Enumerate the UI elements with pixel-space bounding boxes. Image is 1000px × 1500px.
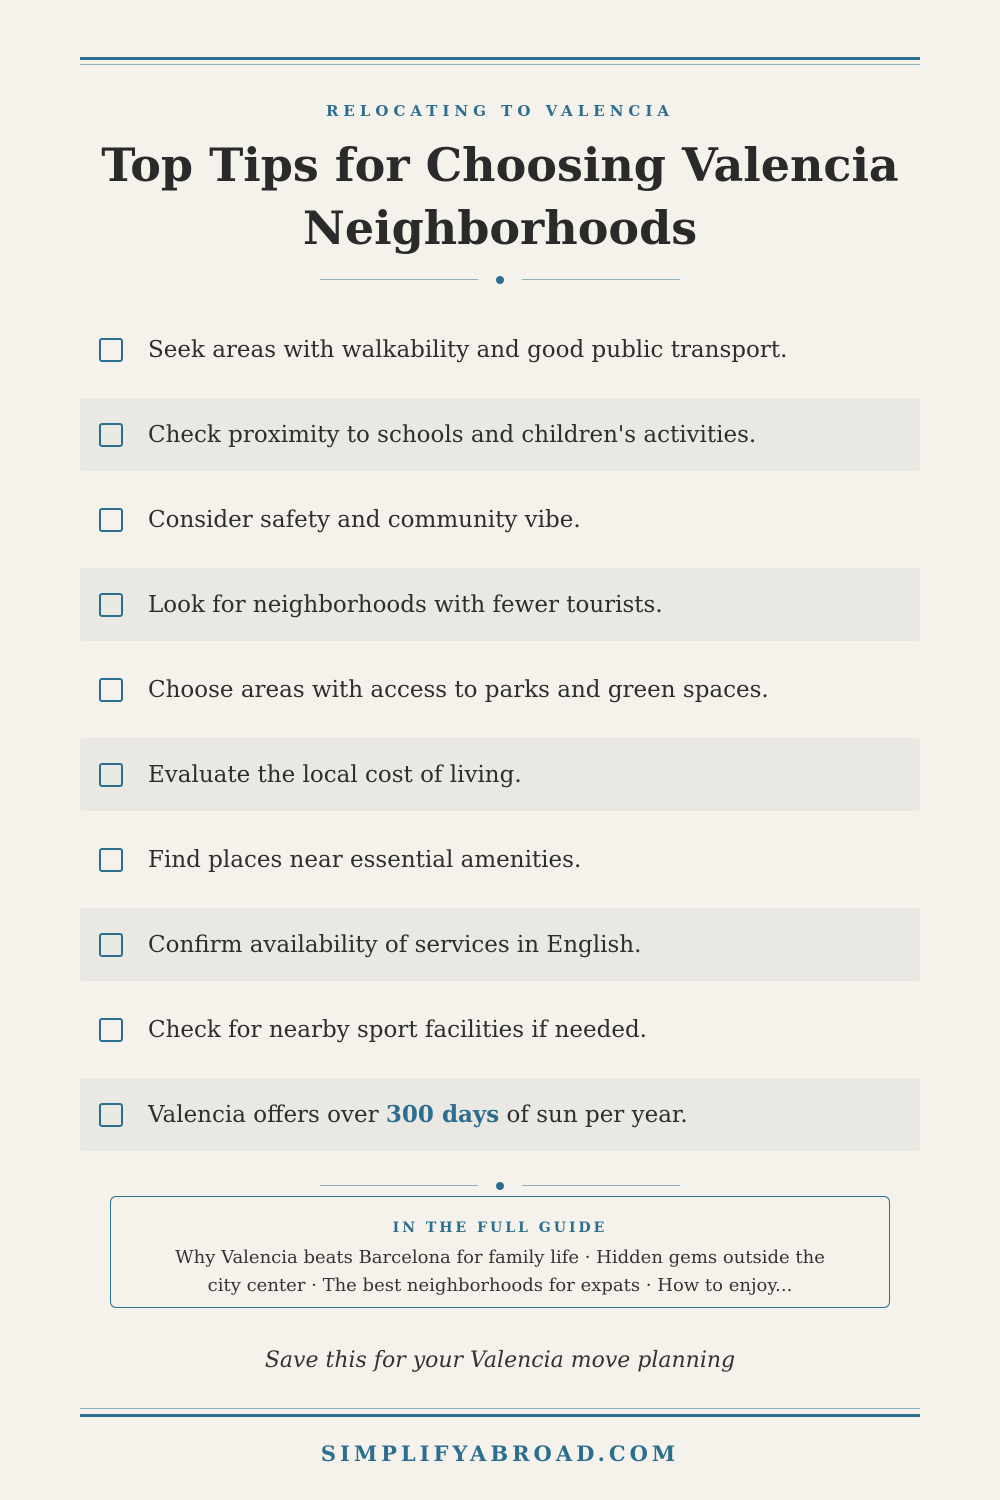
divider-line-right bbox=[522, 279, 680, 280]
site-url: SIMPLIFYABROAD.COM bbox=[320, 1441, 680, 1466]
tip-text: Look for neighborhoods with fewer tourists. bbox=[148, 591, 663, 618]
tip-item bbox=[80, 823, 920, 896]
checkbox-icon[interactable] bbox=[99, 1103, 123, 1127]
divider-dot-icon bbox=[496, 1182, 504, 1190]
checkbox-icon[interactable] bbox=[99, 763, 123, 787]
checkbox-icon[interactable] bbox=[99, 508, 123, 532]
tip-item bbox=[80, 568, 920, 641]
divider-line-left bbox=[320, 279, 478, 280]
tip-item bbox=[80, 483, 920, 556]
tip-text-before: Valencia offers over bbox=[148, 1102, 386, 1128]
divider-dot-icon bbox=[496, 276, 504, 284]
divider-line-right bbox=[522, 1185, 680, 1186]
title-divider bbox=[320, 275, 680, 285]
guide-label: IN THE FULL GUIDE bbox=[392, 1220, 608, 1236]
kicker-label: RELOCATING TO VALENCIA bbox=[325, 102, 675, 120]
tip-text: Check for nearby sport facilities if needed. bbox=[148, 1016, 647, 1043]
tip-text: Consider safety and community vibe. bbox=[148, 506, 581, 533]
tip-text: Seek areas with walkability and good public transport. bbox=[148, 336, 788, 363]
checkbox-icon[interactable] bbox=[99, 848, 123, 872]
tip-text: Choose areas with access to parks and green spaces. bbox=[148, 676, 769, 703]
tip-item bbox=[80, 313, 920, 386]
tip-text bbox=[148, 1101, 688, 1128]
top-rule-thin bbox=[80, 64, 920, 65]
checkbox-icon[interactable] bbox=[99, 1018, 123, 1042]
tip-text: Find places near essential amenities. bbox=[148, 846, 582, 873]
tip-highlight: 300 days bbox=[385, 1101, 500, 1128]
tip-item bbox=[80, 738, 920, 811]
bottom-double-rule bbox=[80, 1408, 920, 1416]
tip-item bbox=[80, 1078, 920, 1151]
top-rule-thick bbox=[80, 57, 920, 60]
divider-line-left bbox=[320, 1185, 478, 1186]
tip-item bbox=[80, 653, 920, 726]
tip-text-after: of sun per year. bbox=[499, 1102, 688, 1128]
top-double-rule bbox=[80, 57, 920, 65]
guide-divider bbox=[320, 1181, 680, 1191]
bottom-rule-thin bbox=[80, 1408, 920, 1409]
tip-text: Confirm availability of services in English. bbox=[148, 931, 642, 958]
bottom-rule-thick bbox=[80, 1414, 920, 1417]
checkbox-icon[interactable] bbox=[99, 933, 123, 957]
checkbox-icon[interactable] bbox=[99, 338, 123, 362]
tip-text: Check proximity to schools and children's activities. bbox=[148, 421, 757, 448]
checkbox-icon[interactable] bbox=[99, 423, 123, 447]
guide-topics: Why Valencia beats Barcelona for family life · Hidden gems outside the city center · The best neighborhoods for expats · How to enjoy... bbox=[175, 1247, 825, 1296]
tip-item bbox=[80, 398, 920, 471]
save-note: Save this for your Valencia move planning bbox=[264, 1348, 736, 1373]
checkbox-icon[interactable] bbox=[99, 593, 123, 617]
checkbox-icon[interactable] bbox=[99, 678, 123, 702]
tips-checklist bbox=[80, 313, 920, 1163]
tip-item bbox=[80, 993, 920, 1066]
tip-item bbox=[80, 908, 920, 981]
page-title: Top Tips for Choosing Valencia Neighborhoods bbox=[101, 138, 899, 255]
full-guide-box bbox=[110, 1196, 890, 1308]
tip-text: Evaluate the local cost of living. bbox=[148, 761, 522, 788]
